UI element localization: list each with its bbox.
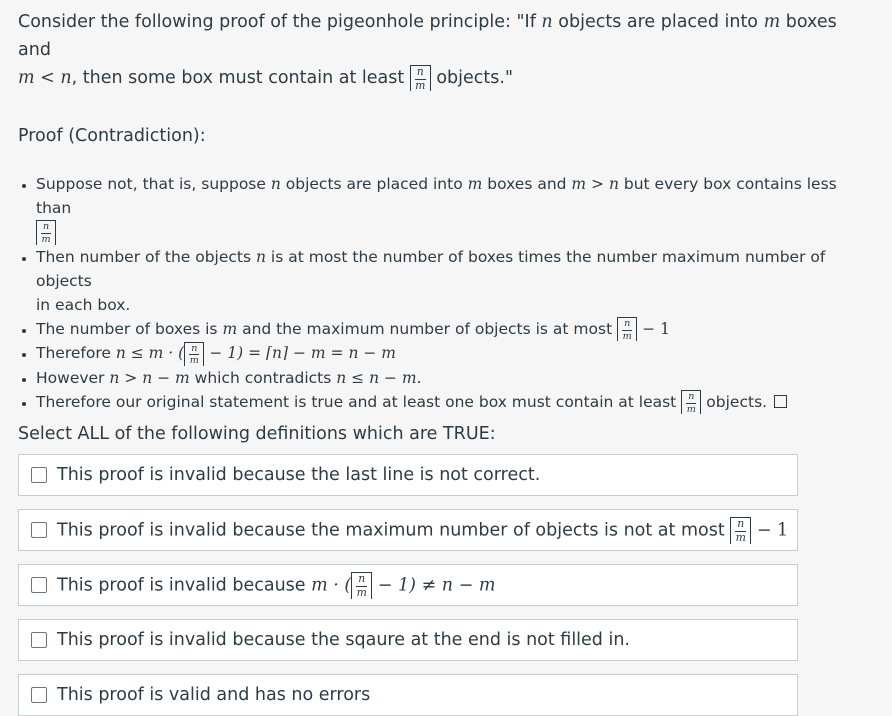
math-expression: n ≤ m · (: [115, 344, 185, 363]
proof-step-5: [36, 366, 874, 390]
intro-text: boxes and: [18, 12, 837, 60]
math-expression: n > n − m: [109, 368, 190, 387]
option-label: [57, 572, 495, 599]
answer-option-2[interactable]: [18, 509, 798, 551]
question-prompt: Select ALL of the following definitions which are TRUE:: [18, 424, 496, 445]
option-label: [57, 517, 788, 544]
var-m: m: [222, 319, 238, 338]
math-expression: − 1: [756, 520, 789, 541]
answer-option-3[interactable]: [18, 564, 798, 606]
math-expression: − 1: [642, 319, 670, 338]
frac-numerator: n: [688, 391, 695, 403]
step-text: objects.: [701, 392, 768, 411]
step-text: Then number of the objects: [36, 247, 256, 266]
question-intro: [18, 8, 874, 92]
step-text: which contradicts: [189, 368, 337, 387]
option-text: This proof is invalid because the maximum number of objects is not at most: [57, 520, 731, 541]
ceil-n-over-m: [351, 572, 372, 599]
ceil-n-over-m: [410, 65, 431, 92]
var-n: n: [256, 247, 266, 266]
var-n: n: [541, 12, 553, 32]
frac-numerator: n: [191, 342, 198, 354]
step-text: is at most the number of boxes times the number maximum number of objects: [36, 247, 826, 290]
proof-step-4: [36, 341, 874, 366]
frac-denominator: m: [41, 234, 51, 245]
step-text: However: [36, 368, 110, 387]
checkbox-icon[interactable]: [31, 522, 47, 538]
math-expression: m · (: [311, 575, 352, 596]
checkbox-icon[interactable]: [31, 467, 47, 483]
proof-steps: [18, 172, 874, 414]
var-m: m: [763, 12, 781, 32]
frac-denominator: m: [189, 355, 199, 367]
math-inequality: m < n: [18, 68, 72, 88]
answer-options: [18, 454, 874, 716]
proof-step-6: [36, 390, 874, 415]
frac-denominator: m: [686, 403, 696, 415]
step-text: The number of boxes is: [36, 319, 223, 338]
option-label: This proof is valid and has no errors: [57, 685, 371, 706]
answer-option-5[interactable]: [18, 674, 798, 716]
math-expression: n ≤ n − m.: [336, 368, 422, 387]
frac-numerator: n: [737, 517, 745, 531]
step-text: but every box contains less than: [36, 175, 837, 217]
var-n: n: [270, 175, 281, 193]
step-text: and the maximum number of objects is at most: [237, 319, 618, 338]
option-label: This proof is invalid because the last line is not correct.: [57, 465, 541, 486]
ceil-n-over-m: [730, 517, 751, 544]
frac-numerator: n: [43, 221, 50, 233]
option-label: This proof is invalid because the sqaure at the end is not filled in.: [57, 630, 630, 651]
proof-step-3: [36, 317, 874, 342]
frac-denominator: m: [622, 330, 632, 342]
step-text: boxes and: [482, 175, 572, 193]
proof-label: Proof (Contradiction):: [18, 126, 206, 146]
proof-step-1: [36, 172, 874, 245]
ceil-n-over-m: [184, 342, 204, 366]
frac-numerator: n: [624, 318, 631, 329]
option-text: This proof is invalid because: [57, 575, 312, 596]
step-text: in each box.: [36, 295, 131, 314]
proof-step-2: [36, 245, 874, 317]
math-expression: − 1) = ⌈n⌉ − m = n − m: [209, 344, 396, 363]
intro-text: objects are placed into: [552, 12, 764, 32]
frac-denominator: m: [356, 585, 367, 599]
intro-text: Consider the following proof of the pigeonhole principle: "If: [18, 12, 542, 32]
frac-denominator: m: [735, 530, 746, 544]
step-text: Therefore our original statement is true and at least one box must contain at least: [36, 392, 682, 411]
step-text: objects are placed into: [280, 175, 468, 193]
step-text: Therefore: [36, 344, 116, 363]
checkbox-icon[interactable]: [31, 632, 47, 648]
math-expression: − 1) ≠ n − m: [377, 575, 496, 596]
ceil-n-over-m: [681, 390, 701, 414]
intro-text: objects.": [430, 68, 514, 88]
ceil-n-over-m: [617, 317, 637, 341]
frac-numerator: n: [416, 64, 424, 78]
answer-option-1[interactable]: [18, 454, 798, 496]
frac-numerator: n: [358, 572, 366, 586]
checkbox-icon[interactable]: [31, 687, 47, 703]
qed-square-icon: [774, 395, 787, 408]
math-inequality: m > n: [571, 175, 619, 193]
step-text: Suppose not, that is, suppose: [36, 175, 271, 193]
var-m: m: [467, 175, 483, 193]
frac-denominator: m: [415, 78, 426, 92]
answer-option-4[interactable]: [18, 619, 798, 661]
checkbox-icon[interactable]: [31, 577, 47, 593]
ceil-n-over-m: [36, 220, 56, 244]
intro-text: , then some box must contain at least: [71, 68, 410, 88]
